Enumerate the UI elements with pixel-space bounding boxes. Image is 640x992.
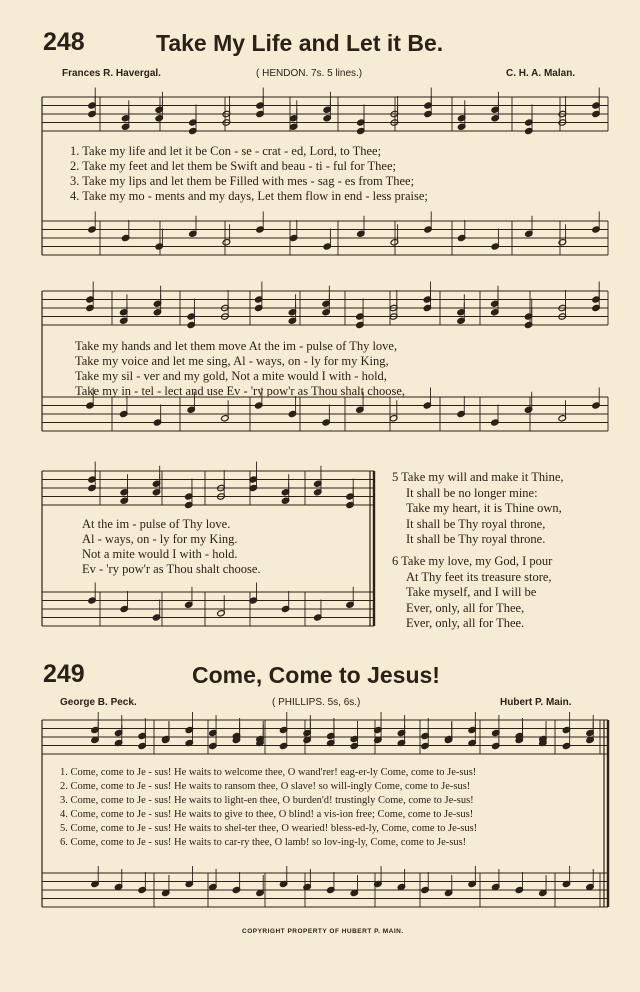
verse-line: 6 Take my love, my God, I pour bbox=[392, 554, 553, 568]
verse-line: 5 Take my will and make it Thine, bbox=[392, 470, 564, 484]
hymn-249-title: Come, Come to Jesus! bbox=[192, 662, 440, 688]
hymn-248-verse-6 bbox=[392, 554, 552, 632]
hymn-249-number: 249 bbox=[43, 660, 85, 688]
lyric-line: 3. Take my lips and let them be Filled with mes - sag - es from Thee; bbox=[70, 174, 415, 188]
lyric-line: 3. Come, come to Je - sus! He waits to light-en thee, O burden'd! trustingly Come, come to Je-sus! bbox=[60, 795, 474, 806]
verse-line: It shall be Thy royal throne. bbox=[406, 532, 546, 546]
lyric-line: 1. Come, come to Je - sus! He waits to welcome thee, O wand'rer! eag-er-ly Come, come to Je-sus! bbox=[60, 767, 477, 778]
lyric-line: Not a mite would I with - hold. bbox=[82, 547, 238, 561]
copyright-notice: COPYRIGHT PROPERTY OF HUBERT P. MAIN. bbox=[242, 928, 404, 935]
verse-line: Ever, only, all for Thee. bbox=[406, 616, 525, 630]
verse-line: Take myself, and I will be bbox=[406, 585, 537, 599]
lyric-line: Take my in - tel - lect and use Ev - 'ry pow'r as Thou shalt choose, bbox=[75, 384, 406, 398]
lyric-line: Take my sil - ver and my gold, Not a mite would I with - hold, bbox=[75, 369, 387, 383]
verse-line: It shall be Thy royal throne, bbox=[406, 516, 546, 531]
hymn-249-lyrics bbox=[60, 766, 477, 850]
lyric-line: Take my hands and let them move At the im - pulse of Thy love, bbox=[75, 339, 398, 353]
hymn-248-system2-lyrics bbox=[75, 339, 405, 399]
lyric-line: 1. Take my life and let it be Con - se - crat - ed, Lord, to Thee; bbox=[70, 144, 382, 158]
lyric-line: At the im - pulse of Thy love. bbox=[82, 517, 231, 531]
lyric-line: 4. Take my mo - ments and my days, Let them flow in end - less praise; bbox=[70, 189, 428, 203]
lyric-line: Al - ways, on - ly for my King. bbox=[82, 532, 238, 546]
lyric-line: 2. Take my feet and let them be Swift and beau - ti - ful for Thee; bbox=[70, 159, 396, 173]
lyric-line: 5. Come, come to Je - sus! He waits to shel-ter thee, O wearied! bless-ed-ly, Come, come to Je-sus! bbox=[60, 823, 478, 834]
verse-line: Take my heart, it is Thine own, bbox=[406, 501, 562, 515]
hymn-249-author: George B. Peck. bbox=[60, 697, 137, 708]
lyric-line: Ev - 'ry pow'r as Thou shalt choose. bbox=[82, 562, 261, 576]
hymn-249-tune: ( PHILLIPS. 5s, 6s.) bbox=[272, 697, 361, 708]
hymn-248-number: 248 bbox=[43, 28, 85, 56]
hymn-248-tune: ( HENDON. 7s. 5 lines.) bbox=[256, 68, 363, 79]
lyric-line: 6. Come, come to Je - sus! He waits to car-ry thee, O lamb! so lov-ing-ly, Come, come to Je-sus! bbox=[60, 837, 467, 848]
lyric-line: Take my voice and let me sing, Al - ways, on - ly for my King, bbox=[75, 354, 389, 368]
hymn-248-system1-lyrics bbox=[70, 144, 428, 204]
lyric-line: 2. Come, come to Je - sus! He waits to ransom thee, O slave! so will-ingly Come, come to Je-sus! bbox=[60, 781, 471, 792]
verse-line: It shall be no longer mine: bbox=[406, 485, 538, 500]
hymn-248-composer: C. H. A. Malan. bbox=[506, 68, 576, 79]
hymn-248-title: Take My Life and Let it Be. bbox=[156, 30, 444, 56]
hymn-249-composer: Hubert P. Main. bbox=[500, 697, 572, 708]
verse-line: Ever, only, all for Thee, bbox=[406, 600, 525, 615]
verse-line: At Thy feet its treasure store, bbox=[406, 569, 552, 584]
lyric-line: 4. Come, come to Je - sus! He waits to give to thee, O blind! a vis-ion free; Come, come to Je-sus! bbox=[60, 809, 474, 820]
hymn-248-system3-lyrics bbox=[82, 517, 261, 577]
hymn-248-author: Frances R. Havergal. bbox=[62, 68, 161, 79]
hymn-248-verse-5 bbox=[392, 470, 564, 548]
